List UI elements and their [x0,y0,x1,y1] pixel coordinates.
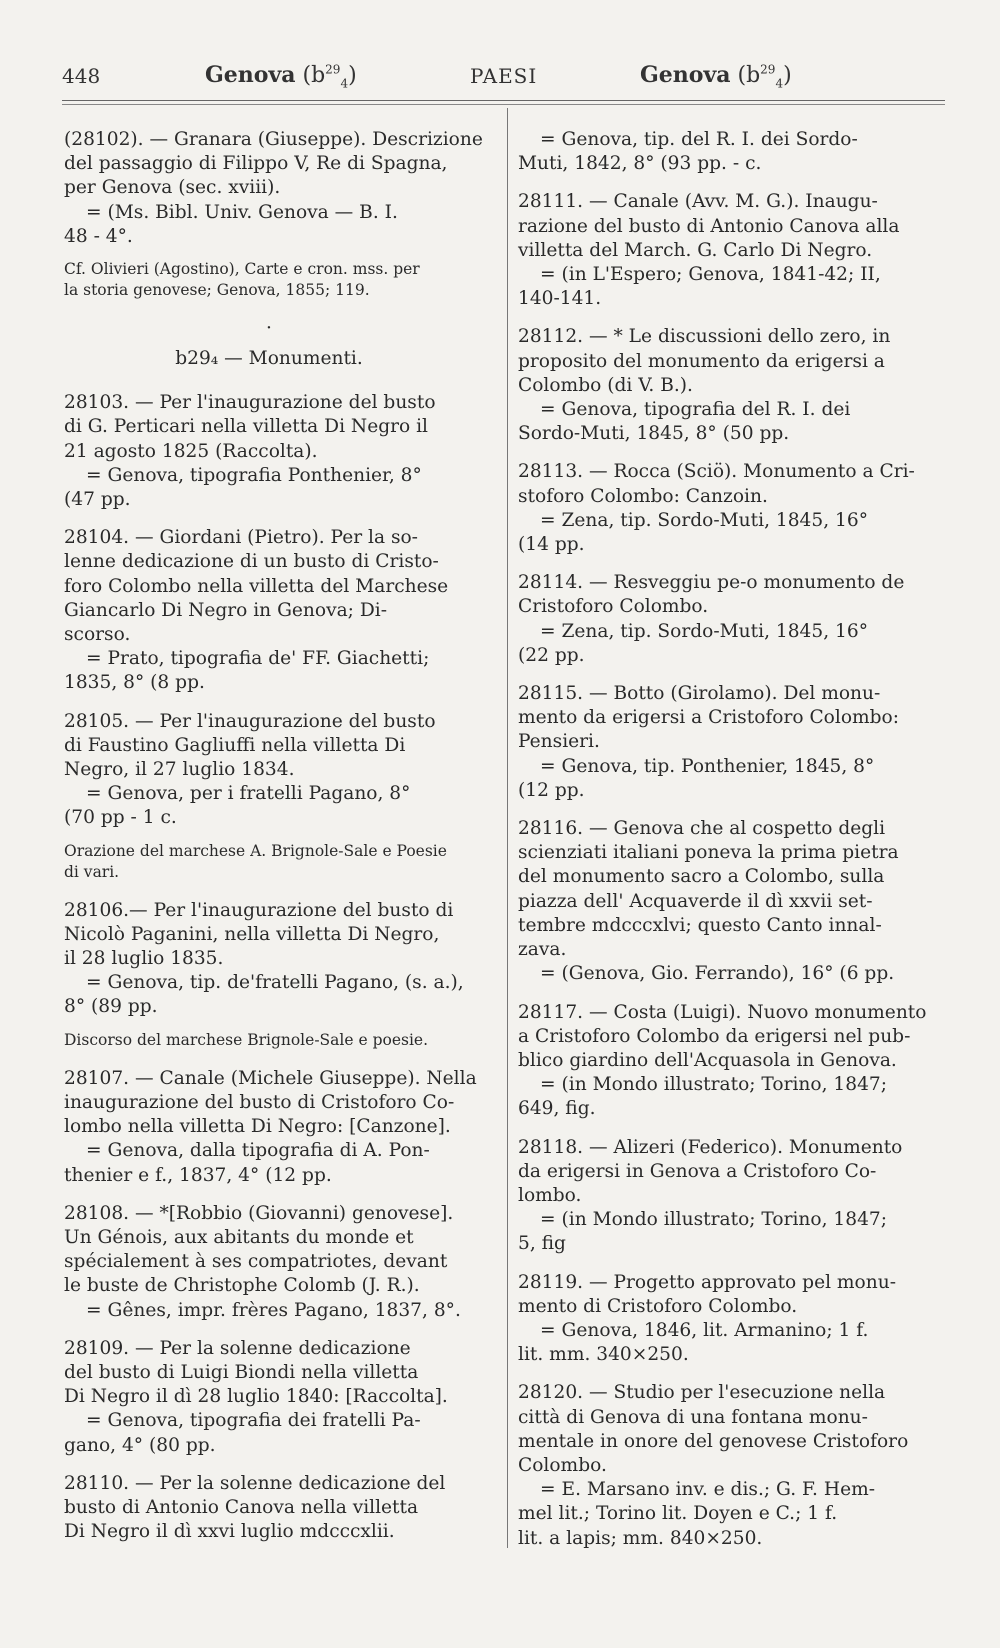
left-title: Genova [205,62,296,88]
text-line: = Gênes, impr. frères Pagano, 1837, 8°. [86,1299,461,1321]
right-code-sup: 29 [760,62,776,77]
text-line: = Genova, dalla tipografia di A. Pon- [86,1140,430,1162]
entry-28114 [518,571,948,668]
text-line: 28116. — Genova che al cospetto degli [518,818,886,840]
entry-28110-continued [518,128,948,176]
text-line: scorso. [64,624,131,646]
text-line: tembre mdcccxlvi; questo Canto innal- [518,914,882,936]
text-line: (47 pp. [64,489,131,511]
text-line: del passaggio di Filippo V, Re di Spagna, [64,153,448,175]
text-line: = Genova, per i fratelli Pagano, 8° [86,783,411,805]
text-line: 140-141. [518,288,602,310]
text-line: villetta del March. G. Carlo Di Negro. [518,239,873,261]
text-line: = (Ms. Bibl. Univ. Genova — B. I. [86,201,398,223]
text-line: mel lit.; Torino lit. Doyen e C.; 1 f. [518,1503,838,1525]
text-line: = Genova, tipografia Ponthenier, 8° [86,464,422,486]
text-line: città di Genova di una fontana monu- [518,1406,868,1428]
text-line: (70 pp - 1 c. [64,807,177,829]
text-line: (28102). — Granara (Giuseppe). Descrizione [64,129,483,150]
text-line: del busto di Luigi Biondi nella villetta [64,1361,419,1383]
text-line: da erigersi in Genova a Cristoforo Co- [518,1160,877,1182]
text-line: = Genova, tip. de'fratelli Pagano, (s. a.), [86,972,464,994]
entry-28103 [64,391,474,512]
text-line: lit. mm. 340×250. [518,1344,689,1366]
text-line: 649, fig. [518,1098,596,1120]
text-line: di vari. [64,862,120,881]
right-running-title: Genova $(b^{29}_4)$ [640,62,792,91]
text-line: 28120. — Studio per l'esecuzione nella [518,1382,886,1404]
text-line: proposito del monumento da erigersi a [518,350,885,372]
note-28105 [64,841,474,883]
text-line: spécialement à ses compatriotes, devant [64,1251,448,1273]
section-heading: b29₄ — Monumenti. [175,348,363,370]
text-line: 28107. — Canale (Michele Giuseppe). Nella [64,1067,477,1089]
text-line: 28105. — Per l'inaugurazione del busto [64,710,436,732]
entry-28104 [64,526,474,695]
text-line: = (in Mondo illustrato; Torino, 1847; [540,1074,887,1096]
entry-28107 [64,1067,477,1188]
text-line: thenier e f., 1837, 4° (12 pp. [64,1164,332,1186]
text-line: 21 agosto 1825 (Raccolta). [64,440,318,462]
text-line: lombo. [518,1184,582,1206]
entry-28119 [518,1271,948,1368]
text-line: 28108. — *[Robbio (Giovanni) genovese]. [64,1202,454,1224]
entry-28109 [64,1337,474,1458]
right-column [518,128,948,1565]
text-line: lombo nella villetta Di Negro: [Canzone]. [64,1116,451,1138]
entry-28102 [64,128,483,249]
text-line: 28118. — Alizeri (Federico). Monumento [518,1136,903,1158]
text-line: = Genova, tip. Ponthenier, 1845, 8° [540,755,875,777]
text-line: 48 - 4°. [64,225,133,247]
text-line: 28112. — * Le discussioni dello zero, in [518,326,891,348]
note-28106 [64,1030,474,1051]
text-line: 28103. — Per l'inaugurazione del busto [64,392,436,414]
text-line: lenne dedicazione di un busto di Cristo- [64,551,439,573]
text-line: razione del busto di Antonio Canova alla [518,215,900,237]
entry-28117 [518,1001,948,1122]
text-line: lit. a lapis; mm. 840×250. [518,1527,763,1549]
text-line: busto di Antonio Canova nella villetta [64,1496,419,1518]
text-line: Un Génois, aux abitants du monde et [64,1226,414,1248]
text-line: Colombo (di V. B.). [518,374,693,396]
text-line: Cristoforo Colombo. [518,596,709,618]
text-line: di Faustino Gagliuffi nella villetta Di [64,734,406,756]
text-line: le buste de Christophe Colomb (J. R.). [64,1275,420,1297]
entry-28112 [518,325,948,446]
text-line: = Zena, tip. Sordo-Muti, 1845, 16° [540,509,868,531]
text-line: foro Colombo nella villetta del Marchese [64,575,449,597]
text-line: scienziati italiani poneva la prima pietra [518,842,899,864]
text-line: 28104. — Giordani (Pietro). Per la so- [64,527,418,549]
entry-28113 [518,460,948,557]
text-line: per Genova (sec. xviii). [64,177,281,199]
text-line: piazza dell' Acquaverde il dì xxvii set- [518,890,873,912]
text-line: 28119. — Progetto approvato pel monu- [518,1271,896,1293]
text-line: = (in Mondo illustrato; Torino, 1847; [540,1209,887,1231]
text-line: zava. [518,939,567,961]
text-line: = Genova, tip. del R. I. dei Sordo- [540,129,858,150]
text-line: la storia genovese; Genova, 1855; 119. [64,281,370,300]
left-running-title: Genova $(b^{29}_4)$ [205,62,357,91]
text-line: mento di Cristoforo Colombo. [518,1295,798,1317]
text-line: Pensieri. [518,731,600,753]
text-line: inaugurazione del busto di Cristoforo Co- [64,1091,455,1113]
text-line: (12 pp. [518,779,585,801]
entry-28111 [518,190,948,311]
header-rule [62,100,945,101]
text-line: Discorso del marchese Brignole-Sale e poesie. [64,1030,429,1049]
text-line: mento da erigersi a Cristoforo Colombo: [518,707,900,729]
text-line: Colombo. [518,1454,607,1476]
text-line: 1835, 8° (8 pp. [64,672,205,694]
text-line: = (in L'Espero; Genova, 1841-42; II, [540,264,881,286]
text-line: mentale in onore del genovese Cristoforo [518,1430,909,1452]
page-number: 448 [62,64,101,88]
text-line: blico giardino dell'Acquasola in Genova. [518,1049,897,1071]
text-line: = Genova, tipografia dei fratelli Pa- [86,1410,421,1432]
text-line: 8° (89 pp. [64,996,158,1018]
text-line: 28111. — Canale (Avv. M. G.). Inaugu- [518,191,878,213]
separator-dot: · [266,318,272,340]
text-line: = Prato, tipografia de' FF. Giachetti; [86,648,430,670]
column-divider [507,108,508,1548]
text-line: (14 pp. [518,534,585,556]
text-line: Nicolò Paganini, nella villetta Di Negro, [64,923,440,945]
entry-28105 [64,710,474,831]
text-line: stoforo Colombo: Canzoin. [518,485,768,507]
text-line: Cf. Olivieri (Agostino), Carte e cron. mss. per [64,260,420,279]
text-line: 28113. — Rocca (Sciö). Monumento a Cri- [518,461,915,483]
entry-28108 [64,1202,474,1323]
header-rule-2 [62,104,945,105]
left-code-sup: 29 [325,62,341,77]
text-line: = Genova, tipografia del R. I. dei [540,399,851,421]
text-line: Muti, 1842, 8° (93 pp. - c. [518,153,762,175]
left-column [64,128,483,1558]
running-header [0,58,1000,98]
note-28102 [64,259,474,301]
text-line: = E. Marsano inv. e dis.; G. F. Hem- [540,1479,876,1501]
left-code-sub: 4 [340,76,349,91]
text-line: a Cristoforo Colombo da erigersi nel pub- [518,1025,911,1047]
text-line: Di Negro il dì 28 luglio 1840: [Raccolta]. [64,1386,448,1408]
text-line: Giancarlo Di Negro in Genova; Di- [64,599,387,621]
text-line: 28117. — Costa (Luigi). Nuovo monumento [518,1001,927,1023]
text-line: = Genova, 1846, lit. Armanino; 1 f. [540,1319,869,1341]
text-line: Negro, il 27 luglio 1834. [64,759,295,781]
text-line: 28115. — Botto (Girolamo). Del monu- [518,683,881,705]
entry-28115 [518,682,948,803]
text-line: il 28 luglio 1835. [64,948,224,970]
entry-28106 [64,899,474,1020]
text-line: Orazione del marchese A. Brignole-Sale e Poesie [64,841,447,860]
text-line: 28114. — Resveggiu pe-o monumento de [518,572,905,594]
center-title: PAESI [470,64,538,88]
text-line: del monumento sacro a Colombo, sulla [518,866,885,888]
left-code: (b [302,63,326,88]
entry-28110 [64,1472,474,1545]
text-line: gano, 4° (80 pp. [64,1434,216,1456]
right-title: Genova [640,62,731,88]
entry-28118 [518,1136,948,1257]
text-line: = (Genova, Gio. Ferrando), 16° (6 pp. [540,963,895,985]
text-line: 28106.— Per l'inaugurazione del busto di [64,899,454,921]
entry-28120 [518,1381,948,1550]
text-line: 28110. — Per la solenne dedicazione del [64,1472,446,1494]
entry-28116 [518,817,948,986]
text-line: di G. Perticari nella villetta Di Negro il [64,416,428,438]
right-code: (b [737,63,761,88]
text-line: 28109. — Per la solenne dedicazione [64,1337,411,1359]
text-line: = Zena, tip. Sordo-Muti, 1845, 16° [540,620,868,642]
right-code-sub: 4 [775,76,784,91]
text-line: 5, fig [518,1233,566,1255]
text-line: Di Negro il dì xxvi luglio mdcccxlii. [64,1521,395,1543]
text-line: Sordo-Muti, 1845, 8° (50 pp. [518,423,790,445]
text-line: (22 pp. [518,644,585,666]
